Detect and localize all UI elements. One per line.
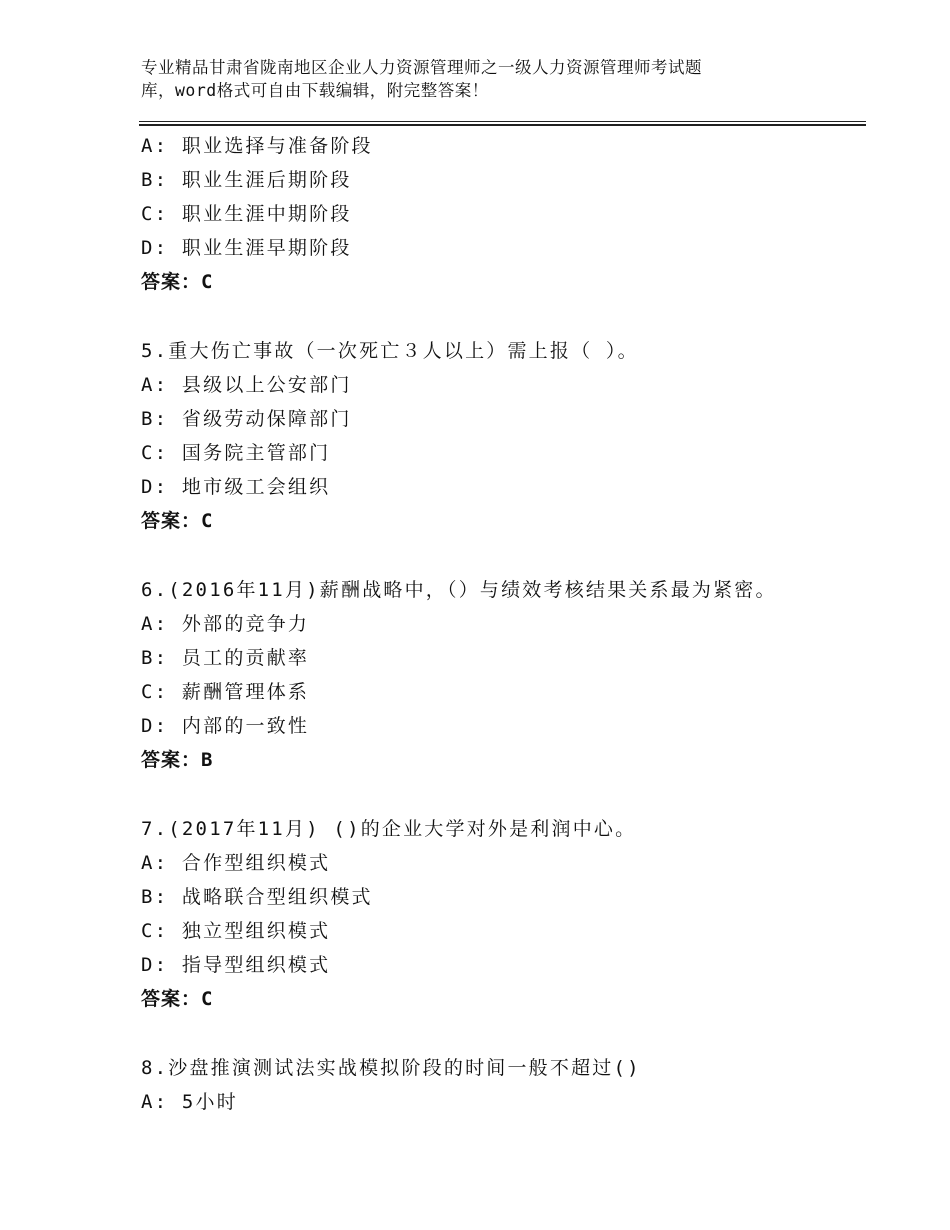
option-c: C: 国务院主管部门 xyxy=(141,442,331,464)
option-c: C: 职业生涯中期阶段 xyxy=(141,203,352,225)
answer: 答案：C xyxy=(141,271,214,293)
option-a: A: 外部的竞争力 xyxy=(141,613,310,635)
answer: 答案：C xyxy=(141,988,214,1010)
option-a: A: 合作型组织模式 xyxy=(141,852,331,874)
option-b: B: 员工的贡献率 xyxy=(141,647,310,669)
option-d: D: 指导型组织模式 xyxy=(141,954,331,976)
option-b: B: 职业生涯后期阶段 xyxy=(141,169,352,191)
option-d: D: 地市级工会组织 xyxy=(141,476,331,498)
header-line-1: 专业精品甘肃省陇南地区企业人力资源管理师之一级人力资源管理师考试题 xyxy=(141,58,702,77)
question-stem: 5.重大伤亡事故（一次死亡３人以上）需上报（ ）。 xyxy=(141,340,639,362)
option-c: C: 薪酬管理体系 xyxy=(141,681,310,703)
question-stem: 6.(2016年11月)薪酬战略中，（）与绩效考核结果关系最为紧密。 xyxy=(141,579,777,601)
question-stem: 7.(2017年11月) ()的企业大学对外是利润中心。 xyxy=(141,818,637,840)
header-line-2: 库，word格式可自由下载编辑，附完整答案！ xyxy=(141,81,489,100)
option-b: B: 省级劳动保障部门 xyxy=(141,408,352,430)
option-c: C: 独立型组织模式 xyxy=(141,920,331,942)
answer: 答案：B xyxy=(141,749,214,771)
option-d: D: 内部的一致性 xyxy=(141,715,310,737)
option-a: A: 县级以上公安部门 xyxy=(141,374,352,396)
header-divider-thick xyxy=(139,124,866,126)
answer: 答案：C xyxy=(141,510,214,532)
option-b: B: 战略联合型组织模式 xyxy=(141,886,373,908)
header-divider-thin xyxy=(139,121,866,122)
question-stem: 8.沙盘推演测试法实战模拟阶段的时间一般不超过() xyxy=(141,1057,641,1079)
document-header xyxy=(141,56,781,102)
option-d: D: 职业生涯早期阶段 xyxy=(141,237,352,259)
option-a: A: 5小时 xyxy=(141,1091,238,1113)
option-a: A: 职业选择与准备阶段 xyxy=(141,135,373,157)
